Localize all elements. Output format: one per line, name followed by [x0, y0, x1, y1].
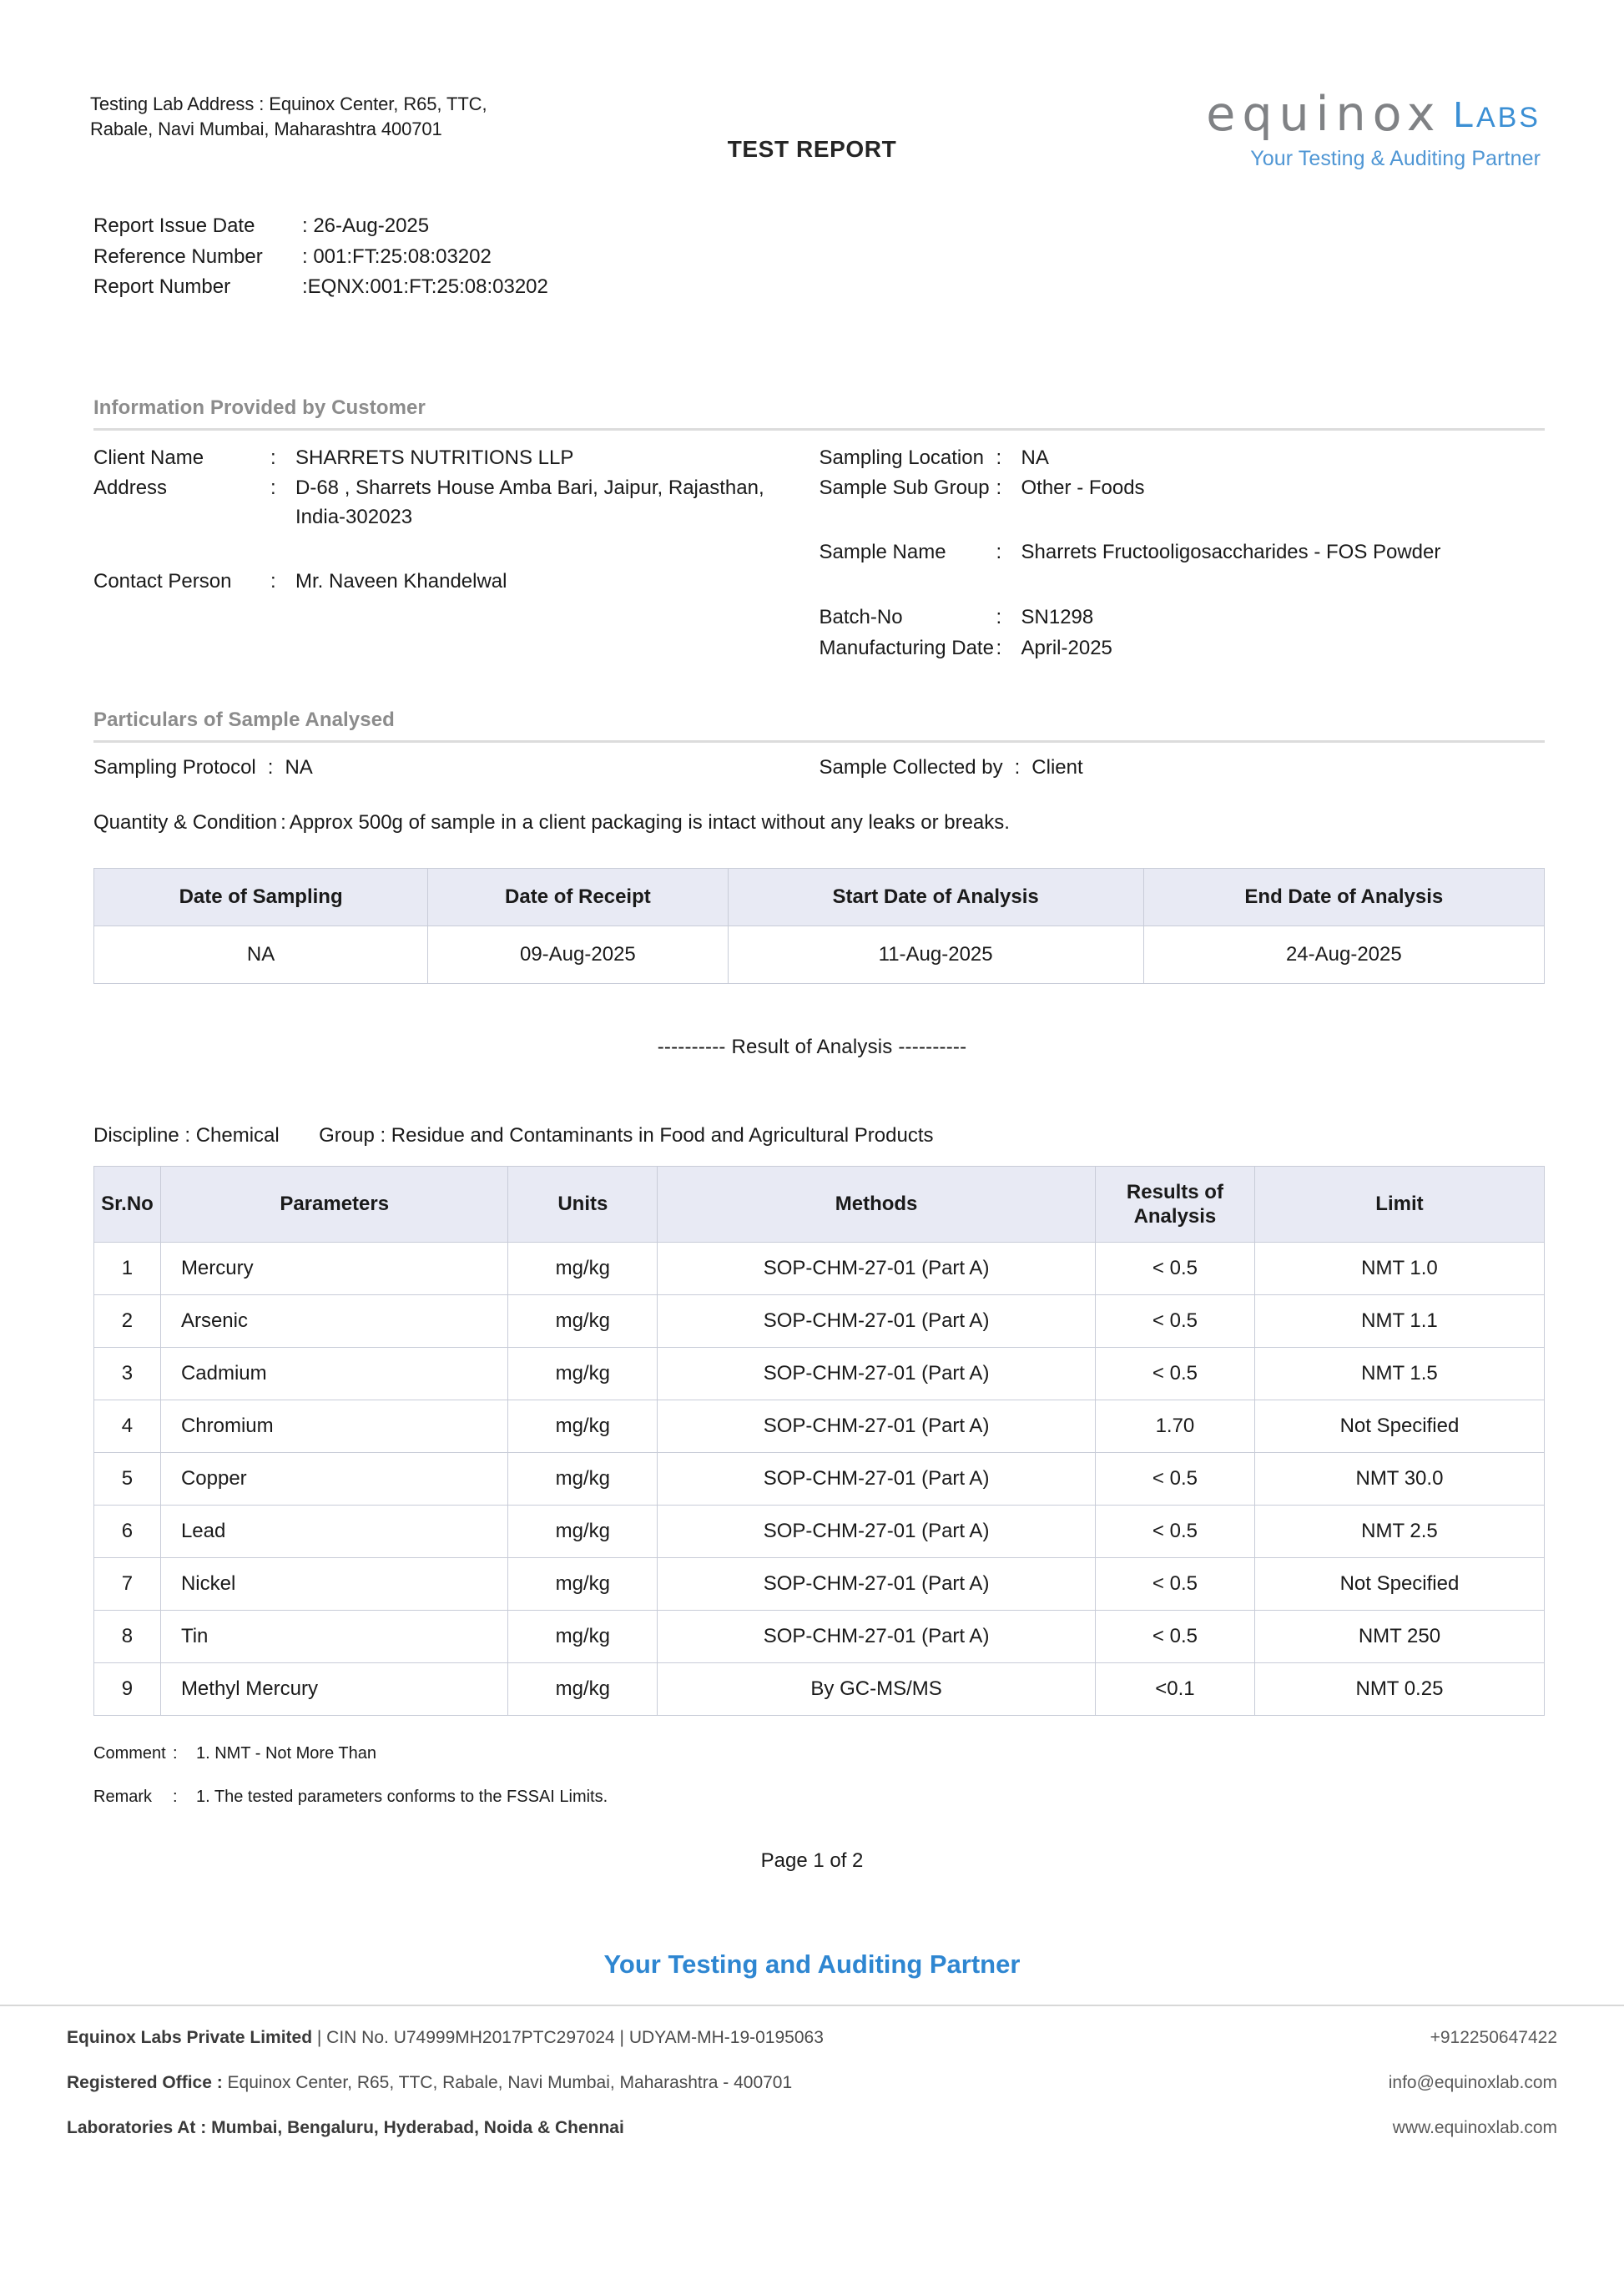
section-divider: [93, 428, 1545, 431]
field-separator: :: [270, 446, 276, 469]
cell-limit: NMT 1.1: [1254, 1295, 1544, 1348]
cell-result: < 0.5: [1095, 1295, 1254, 1348]
customer-info-section: [93, 396, 1545, 665]
remark-line: [93, 1786, 1624, 1808]
page-title: TEST REPORT: [727, 136, 897, 163]
quantity-condition-value: Approx 500g of sample in a client packaging is intact without any leaks or breaks.: [289, 810, 1010, 834]
cell-result: < 0.5: [1095, 1453, 1254, 1506]
analysis-results-table: [93, 1166, 1545, 1717]
sampling-protocol-value: NA: [285, 755, 313, 779]
logo-text-equinox: equ: [1206, 87, 1316, 142]
cell-method: SOP-CHM-27-01 (Part A): [658, 1453, 1096, 1506]
sample-name-label: Sample Name: [819, 541, 946, 564]
client-name-label: Client Name: [93, 446, 204, 469]
cell-sr-no: 6: [94, 1506, 161, 1558]
customer-info-heading: Information Provided by Customer: [93, 396, 426, 419]
cell-parameter: Lead: [160, 1506, 508, 1558]
notes-block: [93, 1743, 1624, 1808]
report-issue-date-label: Report Issue Date: [93, 214, 255, 238]
manufacturing-date-label: Manufacturing Date: [819, 636, 994, 659]
table-row: [94, 1295, 1545, 1348]
cell-parameter: Nickel: [160, 1558, 508, 1611]
cell-units: mg/kg: [508, 1400, 658, 1453]
cell-sr-no: 9: [94, 1663, 161, 1716]
results-section: [93, 1166, 1545, 1717]
reference-number-label: Reference Number: [93, 245, 263, 268]
footer-office-text: [67, 2073, 792, 2093]
cell-result: <0.1: [1095, 1663, 1254, 1716]
cell-parameter: Mercury: [160, 1243, 508, 1295]
field-separator: :: [996, 541, 1002, 564]
batch-no-label: Batch-No: [819, 606, 903, 629]
cell-limit: NMT 0.25: [1254, 1663, 1544, 1716]
col-results-line1: Results of: [1126, 1180, 1223, 1203]
cell-limit: NMT 1.5: [1254, 1348, 1544, 1400]
cell-method: SOP-CHM-27-01 (Part A): [658, 1243, 1096, 1295]
footer-office-address: Equinox Center, R65, TTC, Rabale, Navi Mumbai, Maharashtra - 400701: [222, 2073, 793, 2093]
cell-limit: Not Specified: [1254, 1558, 1544, 1611]
report-number-value: :EQNX:001:FT:25:08:03202: [302, 275, 548, 299]
logo-text-nox: nox: [1335, 87, 1442, 142]
particulars-section: [93, 709, 1545, 984]
table-row: [94, 1611, 1545, 1663]
col-start-date-of-analysis: Start Date of Analysis: [728, 868, 1143, 926]
field-contact-person: [93, 567, 806, 597]
cell-sr-no: 5: [94, 1453, 161, 1506]
table-row: [94, 1243, 1545, 1295]
layout-spacer: [93, 539, 806, 567]
field-batch-no: [820, 603, 1546, 633]
results-table-body: [94, 1243, 1545, 1716]
cell-limit: NMT 30.0: [1254, 1453, 1544, 1506]
cell-parameter: Copper: [160, 1453, 508, 1506]
field-separator: :: [270, 570, 276, 593]
cell-date-of-sampling: NA: [94, 926, 428, 983]
cell-sr-no: 4: [94, 1400, 161, 1453]
cell-units: mg/kg: [508, 1611, 658, 1663]
footer-tagline: Your Testing and Auditing Partner: [603, 1949, 1021, 1980]
page-number: Page 1 of 2: [760, 1849, 864, 1873]
client-name-value: SHARRETS NUTRITIONS LLP: [295, 446, 574, 469]
field-address: [93, 474, 806, 537]
lab-address: Testing Lab Address : Equinox Center, R65, TTC, Rabale, Navi Mumbai, Maharashtra 400701: [90, 93, 487, 140]
col-units: Units: [508, 1166, 658, 1243]
sample-name-value: Sharrets Fructooligosaccharides - FOS Powder: [1021, 541, 1441, 564]
logo-tagline: Your Testing & Auditing Partner: [1250, 147, 1541, 171]
reference-number-value: : 001:FT:25:08:03202: [302, 245, 492, 268]
discipline-group-line: [93, 1124, 1624, 1148]
cell-limit: NMT 2.5: [1254, 1506, 1544, 1558]
batch-no-value: SN1298: [1021, 606, 1094, 629]
group-text: Group : Residue and Contaminants in Food and Agricultural Products: [319, 1123, 934, 1147]
table-row: [94, 1558, 1545, 1611]
cell-sr-no: 3: [94, 1348, 161, 1400]
cell-limit: Not Specified: [1254, 1400, 1544, 1453]
customer-info-left-column: [93, 444, 820, 665]
field-sample-collected-by: [820, 756, 1546, 779]
manufacturing-date-value: April-2025: [1021, 636, 1112, 659]
cell-parameter: Methyl Mercury: [160, 1663, 508, 1716]
report-meta-row: [93, 242, 1624, 272]
cell-parameter: Chromium: [160, 1400, 508, 1453]
table-header-row: [94, 1166, 1545, 1243]
cell-method: SOP-CHM-27-01 (Part A): [658, 1400, 1096, 1453]
footer-website[interactable]: www.equinoxlab.com: [1392, 2118, 1557, 2138]
remark-label: Remark: [93, 1788, 153, 1807]
col-results-of-analysis: [1095, 1166, 1254, 1243]
comment-line: [93, 1743, 1624, 1764]
cell-limit: NMT 1.0: [1254, 1243, 1544, 1295]
cell-sr-no: 8: [94, 1611, 161, 1663]
customer-info-grid: [93, 444, 1545, 665]
cell-units: mg/kg: [508, 1663, 658, 1716]
table-row: [94, 926, 1545, 983]
comment-value: 1. NMT - Not More Than: [196, 1744, 376, 1763]
cell-result: < 0.5: [1095, 1243, 1254, 1295]
table-row: [94, 1453, 1545, 1506]
equinox-labs-logo: [1206, 87, 1545, 171]
cell-method: SOP-CHM-27-01 (Part A): [658, 1348, 1096, 1400]
footer-company-ids: | CIN No. U74999MH2017PTC297024 | UDYAM-MH-19-0195063: [312, 2028, 824, 2048]
footer-company-name: Equinox Labs Private Limited: [67, 2028, 313, 2048]
field-separator: :: [280, 810, 286, 834]
cell-method: SOP-CHM-27-01 (Part A): [658, 1506, 1096, 1558]
cell-date-of-receipt: 09-Aug-2025: [428, 926, 728, 983]
footer-phone[interactable]: +912250647422: [1430, 2028, 1557, 2048]
field-sample-name: [820, 538, 1546, 602]
cell-result: < 0.5: [1095, 1506, 1254, 1558]
contact-person-value: Mr. Naveen Khandelwal: [295, 570, 507, 593]
field-sampling-protocol: [93, 756, 820, 779]
discipline-text: Discipline : Chemical: [93, 1123, 280, 1147]
cell-result: < 0.5: [1095, 1611, 1254, 1663]
sample-sub-group-label: Sample Sub Group: [819, 477, 990, 500]
field-separator: :: [270, 477, 276, 500]
report-number-label: Report Number: [93, 275, 231, 299]
field-client-name: [93, 444, 806, 473]
col-methods: Methods: [658, 1166, 1096, 1243]
footer-row-registered-office: [67, 2073, 1557, 2093]
logo-wordmark-labs: LABS: [1453, 94, 1541, 136]
sampling-location-label: Sampling Location: [819, 446, 984, 469]
cell-result: 1.70: [1095, 1400, 1254, 1453]
customer-info-right-column: [820, 444, 1546, 665]
cell-parameter: Tin: [160, 1611, 508, 1663]
table-row: [94, 1400, 1545, 1453]
footer-email[interactable]: info@equinoxlab.com: [1388, 2073, 1557, 2093]
field-sample-sub-group: [820, 474, 1546, 503]
particulars-row: [93, 756, 1545, 779]
cell-sr-no: 1: [94, 1243, 161, 1295]
cell-units: mg/kg: [508, 1453, 658, 1506]
report-issue-date-value: : 26-Aug-2025: [302, 214, 430, 238]
field-separator: :: [173, 1744, 178, 1763]
cell-result: < 0.5: [1095, 1558, 1254, 1611]
field-separator: :: [267, 755, 274, 779]
logo-i-with-blue-dot: i: [1315, 87, 1336, 142]
cell-units: mg/kg: [508, 1295, 658, 1348]
cell-parameter: Arsenic: [160, 1295, 508, 1348]
footer-office-label: Registered Office :: [67, 2073, 223, 2093]
sampling-protocol-label: Sampling Protocol: [93, 755, 256, 779]
section-divider: [93, 740, 1545, 743]
field-sampling-location: [820, 444, 1546, 473]
cell-start-date-of-analysis: 11-Aug-2025: [728, 926, 1143, 983]
particulars-heading: Particulars of Sample Analysed: [93, 708, 395, 731]
sample-collected-by-value: Client: [1031, 755, 1083, 779]
cell-units: mg/kg: [508, 1506, 658, 1558]
sample-sub-group-value: Other - Foods: [1021, 477, 1145, 500]
field-separator: :: [996, 446, 1002, 469]
cell-parameter: Cadmium: [160, 1348, 508, 1400]
field-separator: :: [996, 636, 1002, 659]
sampling-dates-table: [93, 868, 1545, 984]
cell-method: SOP-CHM-27-01 (Part A): [658, 1295, 1096, 1348]
cell-units: mg/kg: [508, 1558, 658, 1611]
comment-label: Comment: [93, 1744, 166, 1763]
layout-spacer: [820, 505, 1546, 538]
field-separator: :: [1014, 755, 1021, 779]
logo-wordmark-equinox: [1206, 87, 1442, 142]
contact-person-label: Contact Person: [93, 570, 232, 593]
cell-limit: NMT 250: [1254, 1611, 1544, 1663]
footer-info: [0, 2006, 1624, 2138]
address-value: D-68 , Sharrets House Amba Bari, Jaipur, Rajasthan, India-302023: [295, 477, 764, 529]
field-quantity-condition: [93, 811, 1545, 835]
cell-method: SOP-CHM-27-01 (Part A): [658, 1611, 1096, 1663]
col-parameters: Parameters: [160, 1166, 508, 1243]
field-manufacturing-date: [820, 634, 1546, 663]
cell-method: SOP-CHM-27-01 (Part A): [658, 1558, 1096, 1611]
cell-method: By GC-MS/MS: [658, 1663, 1096, 1716]
table-row: [94, 1348, 1545, 1400]
field-separator: :: [996, 606, 1002, 629]
cell-end-date-of-analysis: 24-Aug-2025: [1143, 926, 1544, 983]
cell-units: mg/kg: [508, 1243, 658, 1295]
cell-sr-no: 2: [94, 1295, 161, 1348]
col-limit: Limit: [1254, 1166, 1544, 1243]
footer-row-company: [67, 2028, 1557, 2048]
footer-company-text: [67, 2028, 824, 2048]
col-results-line2: Analysis: [1133, 1205, 1217, 1228]
remark-value: 1. The tested parameters conforms to the FSSAI Limits.: [196, 1788, 608, 1807]
result-of-analysis-banner: ---------- Result of Analysis ----------: [657, 1035, 967, 1058]
report-meta-row: [93, 272, 1624, 302]
address-label: Address: [93, 477, 168, 500]
col-date-of-receipt: Date of Receipt: [428, 868, 728, 926]
cell-sr-no: 7: [94, 1558, 161, 1611]
sampling-location-value: NA: [1021, 446, 1049, 469]
cell-result: < 0.5: [1095, 1348, 1254, 1400]
col-sr-no: Sr.No: [94, 1166, 161, 1243]
table-header-row: [94, 868, 1545, 926]
table-row: [94, 1506, 1545, 1558]
footer-labs-label: Laboratories At : Mumbai, Bengaluru, Hyderabad, Noida & Chennai: [67, 2118, 624, 2138]
field-separator: :: [996, 477, 1002, 500]
quantity-condition-label: Quantity & Condition: [93, 810, 278, 834]
cell-units: mg/kg: [508, 1348, 658, 1400]
report-meta-row: [93, 211, 1624, 241]
sample-collected-by-label: Sample Collected by: [819, 755, 1003, 779]
field-separator: :: [173, 1788, 178, 1807]
footer-labs-text: [67, 2118, 624, 2138]
table-row: [94, 1663, 1545, 1716]
col-end-date-of-analysis: End Date of Analysis: [1143, 868, 1544, 926]
footer-row-laboratories: [67, 2118, 1557, 2138]
col-date-of-sampling: Date of Sampling: [94, 868, 428, 926]
report-meta-block: [93, 211, 1624, 302]
